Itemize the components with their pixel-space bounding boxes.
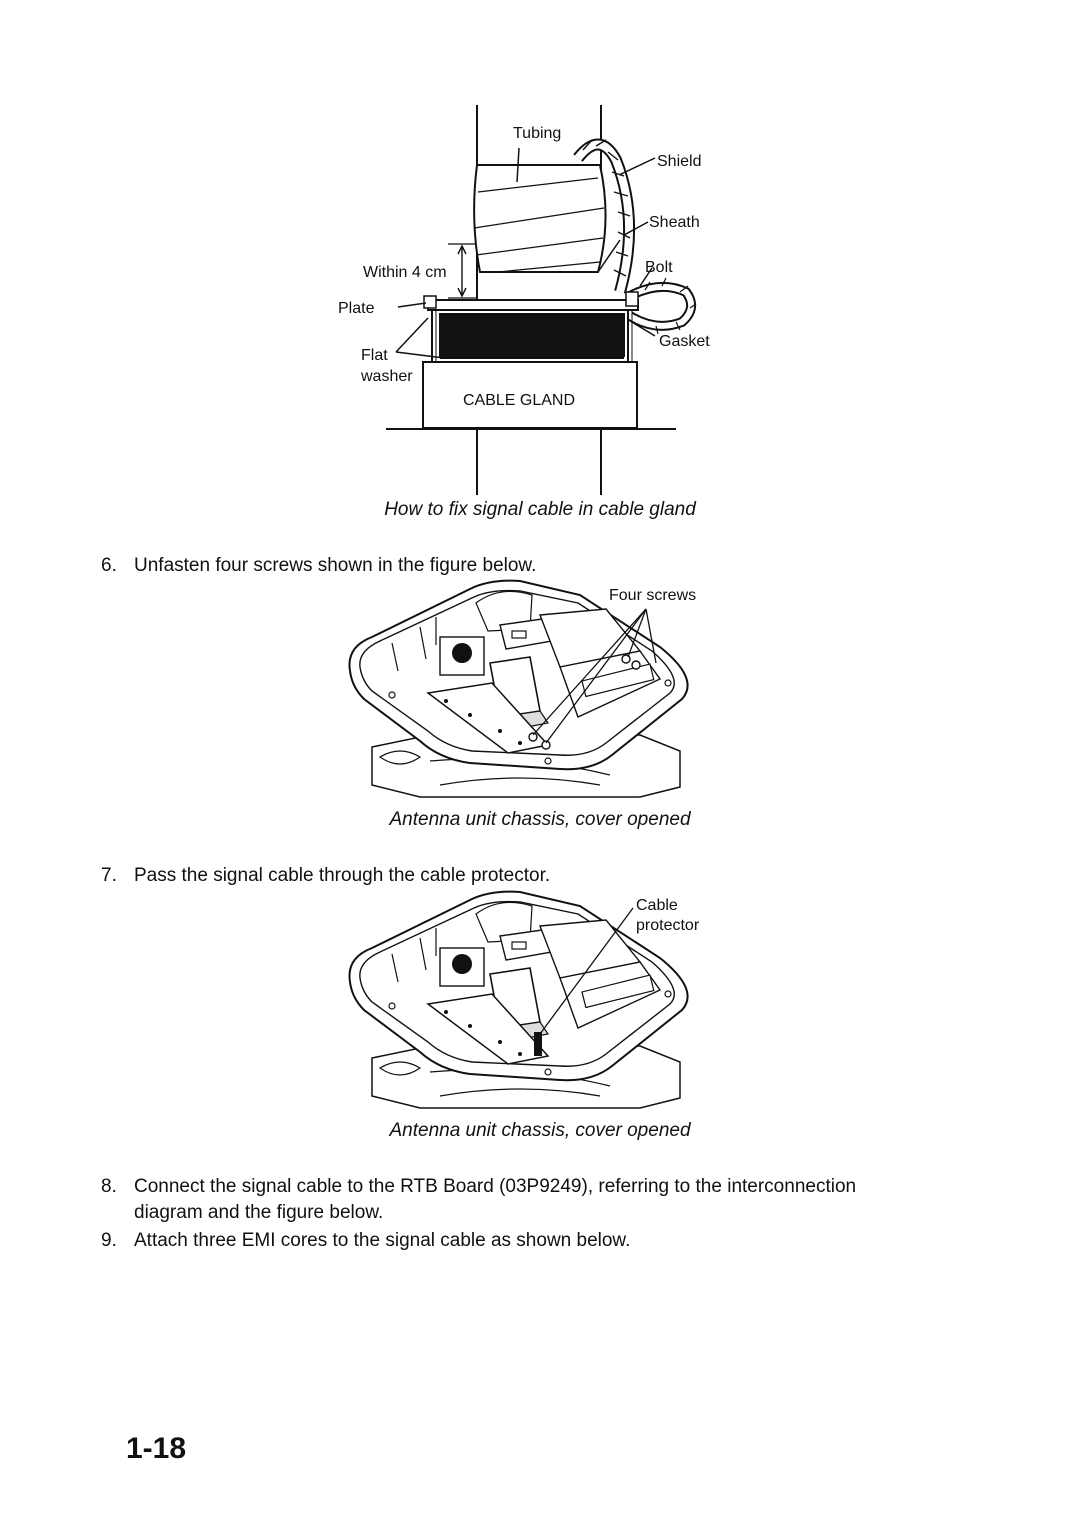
washer-label: washer	[361, 368, 413, 385]
cable-gland-diagram	[0, 0, 1080, 500]
shield-label: Shield	[657, 153, 702, 170]
figure2-caption: Antenna unit chassis, cover opened	[389, 809, 691, 830]
antenna-chassis-screws-diagram	[0, 575, 1080, 815]
flat-label: Flat	[361, 347, 388, 364]
within-label: Within 4 cm	[363, 264, 447, 281]
page-number: 1-18	[126, 1432, 187, 1465]
step-7-text: Pass the signal cable through the cable protector.	[134, 865, 551, 886]
step-8	[101, 1174, 1001, 1226]
step-7	[101, 863, 1001, 889]
step-8-text: Connect the signal cable to the RTB Board (03P9249), referring to the interconnection	[134, 1176, 857, 1197]
sheath-label: Sheath	[649, 214, 700, 231]
antenna-chassis-protector-diagram	[0, 890, 1080, 1120]
protector-label: protector	[636, 917, 700, 934]
gasket-label: Gasket	[659, 333, 710, 350]
step-8-number: 8.	[101, 1176, 117, 1197]
tubing-label: Tubing	[513, 125, 562, 142]
cable-gland-label: CABLE GLAND	[463, 392, 576, 409]
step-8-text-line2: diagram and the figure below.	[134, 1202, 384, 1223]
step-6-number: 6.	[101, 555, 117, 576]
cable-label: Cable	[636, 897, 678, 914]
bolt-label: Bolt	[645, 259, 673, 276]
step-6-text: Unfasten four screws shown in the figure below.	[134, 555, 537, 576]
step-9	[101, 1228, 1001, 1254]
step-9-number: 9.	[101, 1230, 117, 1251]
figure3-caption: Antenna unit chassis, cover opened	[389, 1120, 691, 1141]
step-9-text: Attach three EMI cores to the signal cable as shown below.	[134, 1230, 631, 1251]
four-screws-label: Four screws	[609, 587, 697, 604]
plate-label: Plate	[338, 300, 375, 317]
step-7-number: 7.	[101, 865, 117, 886]
figure1-caption: How to fix signal cable in cable gland	[384, 499, 696, 520]
